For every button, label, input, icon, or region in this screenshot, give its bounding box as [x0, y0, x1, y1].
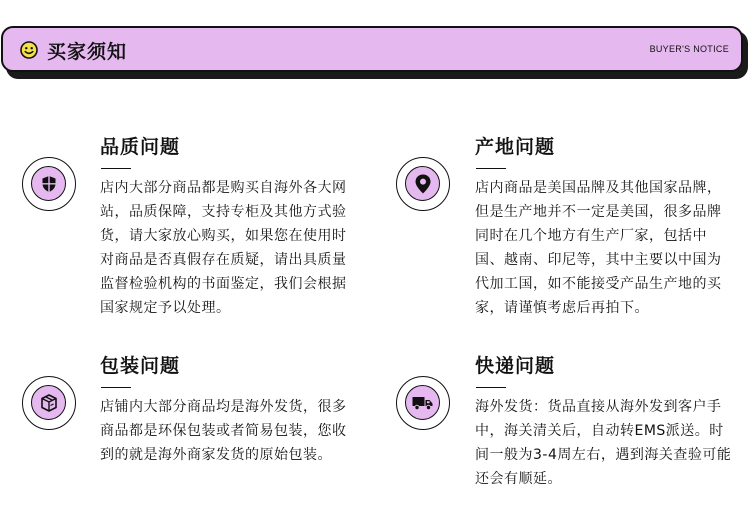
shield-icon — [39, 174, 59, 194]
page-title: 买家须知 — [47, 41, 128, 63]
divider — [101, 387, 131, 388]
location-pin-icon — [413, 173, 433, 195]
section-body: 店铺内大部分商品均是海外发货，很多商品都是环保包装或者简易包装，您收到的就是海外商家发货的原始包装。 — [100, 399, 347, 463]
page-subtitle: BUYER'S NOTICE — [649, 44, 729, 54]
smiley-icon — [20, 41, 38, 59]
divider — [476, 168, 506, 169]
divider — [476, 387, 506, 388]
icon-badge — [396, 376, 450, 430]
delivery-truck-icon — [411, 394, 435, 412]
icon-badge — [22, 376, 76, 430]
icon-badge — [22, 157, 76, 211]
package-box-icon — [39, 393, 59, 413]
section-title: 快递问题 — [475, 355, 556, 377]
divider — [101, 168, 131, 169]
section-title: 产地问题 — [475, 136, 556, 158]
section-body: 海外发货：货品直接从海外发到客户手中，海关清关后，自动转EMS派送。时间一般为3-4周左右，遇到海关查验可能还会有顺延。 — [475, 399, 732, 487]
icon-badge — [396, 157, 450, 211]
section-body: 店内大部分商品都是购买自海外各大网站，品质保障，支持专柜及其他方式验货，请大家放心购买，如果您在使用时对商品是否真假存在质疑，请出具质量监督检验机构的书面鉴定，我们会根据国家规定予以处理。 — [100, 180, 347, 316]
notice-banner — [1, 26, 743, 72]
section-title: 品质问题 — [100, 136, 181, 158]
section-title: 包装问题 — [100, 355, 181, 377]
section-body: 店内商品是美国品牌及其他国家品牌，但是生产地并不一定是美国，很多品牌同时在几个地方有生产厂家，包括中国、越南、印尼等，其中主要以中国为代加工国，如不能接受产品生产地的买家，请谨慎考虑后再拍下。 — [475, 180, 722, 316]
